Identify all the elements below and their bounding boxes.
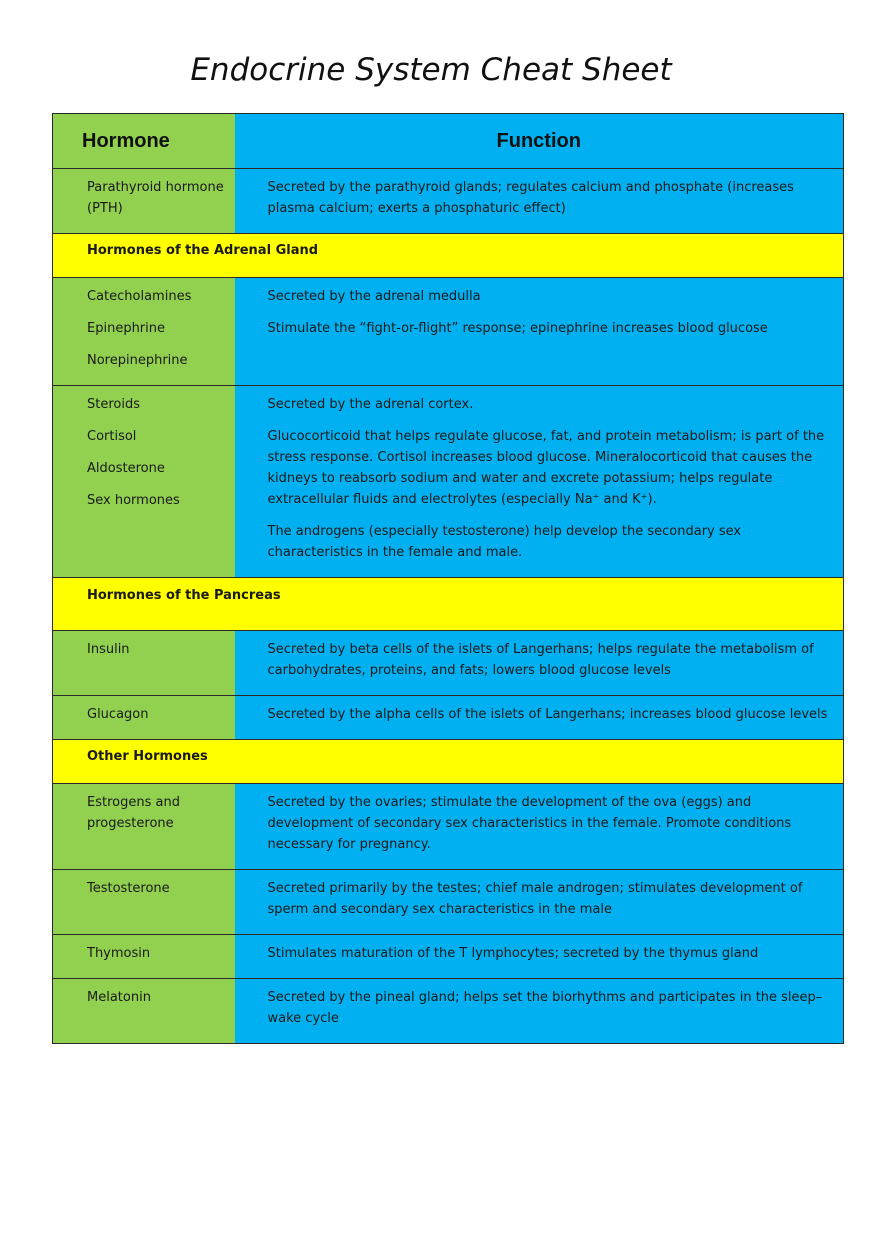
hormone-name: Parathyroid hormone [87, 180, 224, 195]
hormone-function: Stimulate the “fight-or-flight” response; epinephrine increases blood glucose [267, 321, 768, 336]
hormone-function: The androgens (especially testosterone) help develop the secondary sex characteristics in the female and male. [267, 524, 742, 560]
hormone-name: Testosterone [87, 881, 170, 896]
hormone-name: Cortisol [87, 429, 137, 444]
hormone-name: Estrogens and progesterone [87, 795, 180, 831]
hormone-function: Glucocorticoid that helps regulate glucose, fat, and protein metabolism; is part of the stress response. Cortisol increases blood glucose. Mineralocorticoid that causes the kidneys to reabsorb sodium and water and excrete potassium; helps regulate extracellular fluids and electrolytes (especially Na⁺ and K⁺). [267, 429, 825, 507]
page-title: Endocrine System Cheat Sheet [190, 52, 672, 88]
header-hormone: Hormone [53, 114, 235, 169]
section-heading: Hormones of the Adrenal Gland [87, 243, 319, 258]
hormone-name: Glucagon [87, 707, 149, 722]
hormone-function: Secreted by the adrenal medulla [267, 289, 481, 304]
hormone-function: Secreted by the adrenal cortex. [267, 397, 474, 412]
table-row-estrogens [53, 784, 844, 870]
header-function: Function [235, 114, 844, 169]
hormone-function: Secreted by the ovaries; stimulate the development of the ova (eggs) and development of secondary sex characteristics in the female. Promote conditions necessary for pregnancy. [267, 795, 792, 852]
table-row-thymosin [53, 935, 844, 979]
table-row-steroids [53, 386, 844, 578]
hormone-table [52, 113, 844, 1044]
hormone-name: Steroids [87, 397, 140, 412]
hormone-name: Sex hormones [87, 493, 180, 508]
table-row-melatonin [53, 979, 844, 1044]
hormone-name: Catecholamines [87, 289, 192, 304]
table-row-testosterone [53, 870, 844, 935]
table-row-pth [53, 169, 844, 234]
hormone-function: Stimulates maturation of the T lymphocytes; secreted by the thymus gland [267, 946, 759, 961]
section-row-other [53, 740, 844, 784]
hormone-name: (PTH) [87, 201, 123, 216]
table-row-catecholamines [53, 278, 844, 386]
hormone-name: Aldosterone [87, 461, 165, 476]
section-row-adrenal [53, 234, 844, 278]
hormone-function: Secreted primarily by the testes; chief male androgen; stimulates development of sperm and secondary sex characteristics in the male [267, 881, 803, 917]
hormone-name: Thymosin [87, 946, 151, 961]
section-heading: Other Hormones [87, 749, 208, 764]
hormone-function: Secreted by the pineal gland; helps set the biorhythms and participates in the sleep–wake cycle [267, 990, 823, 1026]
section-row-pancreas [53, 578, 844, 631]
table-row-glucagon [53, 696, 844, 740]
hormone-function: Secreted by the alpha cells of the islets of Langerhans; increases blood glucose levels [267, 707, 828, 722]
section-heading: Hormones of the Pancreas [87, 588, 281, 603]
hormone-name: Epinephrine [87, 321, 165, 336]
hormone-name: Norepinephrine [87, 353, 188, 368]
hormone-function: Secreted by beta cells of the islets of Langerhans; helps regulate the metabolism of carbohydrates, proteins, and fats; lowers blood glucose levels [267, 642, 814, 678]
table-row-insulin [53, 631, 844, 696]
table-header-row [53, 114, 844, 169]
hormone-name: Insulin [87, 642, 130, 657]
hormone-function: Secreted by the parathyroid glands; regulates calcium and phosphate (increases plasma calcium; exerts a phosphaturic effect) [267, 180, 794, 216]
hormone-name: Melatonin [87, 990, 151, 1005]
